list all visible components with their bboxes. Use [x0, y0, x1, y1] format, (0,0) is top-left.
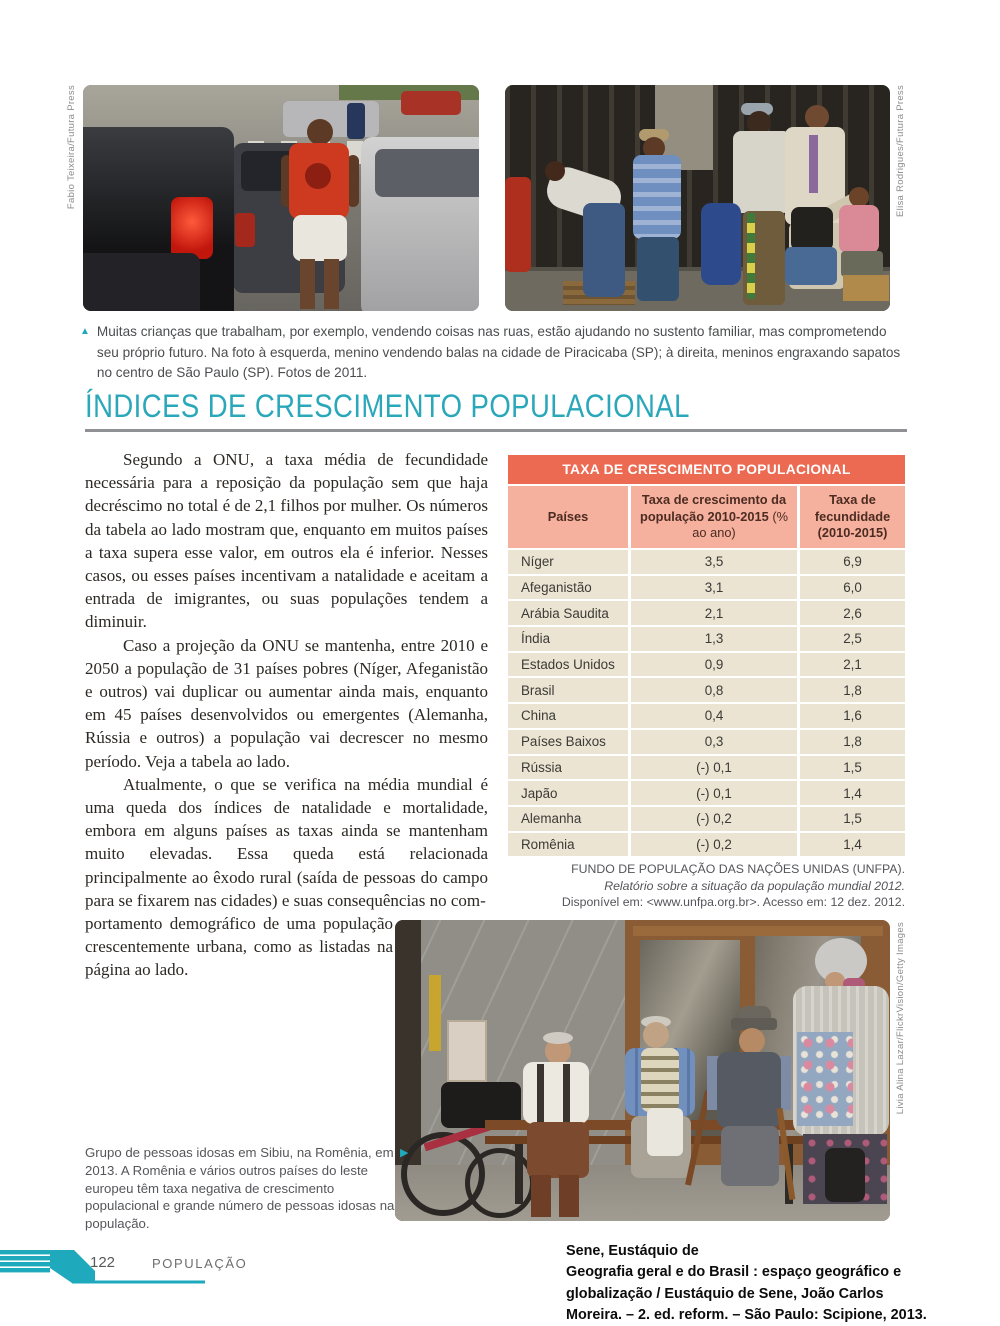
section-heading: ÍNDICES DE CRESCIMENTO POPULACIONAL	[85, 388, 690, 424]
car-window	[375, 149, 479, 197]
taillight	[171, 197, 213, 259]
source-line: Disponível em: <www.unfpa.org.br>. Acesso em: 12 dez. 2012.	[561, 895, 905, 910]
table-row: Japão (-) 0,1 1,4	[508, 781, 905, 805]
bibliography-reference	[566, 1241, 928, 1326]
background-red-car	[401, 91, 461, 115]
table-row: Alemanha (-) 0,2 1,5	[508, 807, 905, 831]
table-row: Níger 3,5 6,9	[508, 550, 905, 574]
bibliography-author: Sene, Eustáquio de	[566, 1243, 699, 1259]
header-fertility-rate: Taxa de fecundidade (2010-2015)	[800, 486, 905, 548]
table-row: Rússia (-) 0,1 1,5	[508, 756, 905, 780]
population-growth-table	[508, 455, 905, 858]
body-paragraph: Caso a projeção da ONU se mantenha, entre 2010 e 2050 a população de 31 países pobres (Níger, Afeganistão e outros) vai duplicar ou aumentar ainda mais, enquanto em 45 países desenvolvidos ou emergentes (Alemanha, Rússia e outros) a população vai decrescer no mesmo período. Veja a tabela ao lado.	[85, 635, 488, 771]
photo-caption-top	[80, 322, 908, 384]
table-row: China 0,4 1,6	[508, 704, 905, 728]
table-header	[508, 486, 905, 548]
taillight	[235, 213, 255, 247]
section-label: POPULAÇÃO	[152, 1256, 248, 1271]
car-body	[83, 253, 200, 311]
photo-street-child-vendor	[83, 85, 479, 311]
table-row: Romênia (-) 0,2 1,4	[508, 833, 905, 857]
optic-sign	[429, 975, 441, 1051]
table-row: Países Baixos 0,3 1,8	[508, 730, 905, 754]
photo-caption-bottom: Grupo de pessoas idosas em Sibiu, na Romênia, em 2013. A Romênia e vários outros países do leste europeu têm taxa negativa de crescimento populacional e grande número de pessoas idosas na população.	[85, 1145, 395, 1232]
source-line: Relatório sobre a situação da população mundial 2012.	[604, 878, 905, 893]
table-row: Arábia Saudita 2,1 2,6	[508, 601, 905, 625]
caption-text: Muitas crianças que trabalham, por exemplo, vendendo coisas nas ruas, estão ajudando no sustento familiar, mas comprometendo seu próprio futuro. Na foto à esquerda, menino vendendo balas na cidade de Piracicaba (SP); à direita, meninos engraxando sapatos no centro de São Paulo (SP). Fotos de 2011.	[96, 324, 901, 381]
header-growth-rate: Taxa de crescimento da população 2010-2015 (% ao ano)	[631, 486, 797, 548]
table-row: Afeganistão 3,1 6,0	[508, 576, 905, 600]
table-source	[465, 861, 905, 911]
header-countries: Países	[508, 486, 628, 548]
source-line: FUNDO DE POPULAÇÃO DAS NAÇÕES UNIDAS (UNFPA).	[571, 862, 905, 876]
photo-elderly-group	[395, 920, 890, 1221]
photo-credit: Livia Alina Lazar/FlickrVision/Getty Images	[895, 922, 906, 1115]
photo-shoe-shine-children	[505, 85, 890, 311]
blue-backpack	[701, 203, 741, 285]
body-paragraph: Atualmente, o que se verifica na média mundial é uma queda dos índices de natalidade e mortalidade, embora em alguns países as taxas ainda se mantenham muito elevadas. Essa queda está relacionada principalmente ao êxodo rural (saída de pessoas do campo para se fixarem nas cidades) e suas consequências no com-	[85, 774, 488, 910]
table-row: Estados Unidos 0,9 2,1	[508, 653, 905, 677]
page-number: 122	[90, 1254, 116, 1271]
heading-underline	[85, 429, 907, 432]
body-paragraph: Segundo a ONU, a taxa média de fecundidade necessária para a reposição da população sem que haja decréscimo no total é de 2,1 filhos por mulher. Os números da tabela ao lado mostram que, enquanto em muitos países a taxa supera esse valor, em outros ela é inferior. Nesses casos, ou esses países incentivam a natalidade e aceitam a entrada de imigrantes, ou suas populações tendem a diminuir.	[85, 450, 488, 632]
body-text-column	[85, 448, 488, 982]
body-paragraph-continuation: portamento demográfico de uma população crescentemente urbana, como as listadas na página ao lado.	[85, 914, 393, 980]
photo-credit: Fabio Teixeira/Futura Press	[66, 85, 77, 210]
table-title: TAXA DE CRESCIMENTO POPULACIONAL	[508, 455, 905, 484]
table-row: Índia 1,3 2,5	[508, 627, 905, 651]
motorbike	[347, 103, 365, 139]
poster	[447, 1020, 487, 1082]
table-row: Brasil 0,8 1,8	[508, 678, 905, 702]
triangle-up-icon: ▲	[80, 326, 90, 337]
photo-credit: Elisa Rodrigues/Futura Press	[895, 85, 906, 217]
triangle-right-icon: ▶	[400, 1147, 409, 1159]
bibliography-title: Geografia geral e do Brasil : espaço geográfico e globalização / Eustáquio de Sene, João Carlos Moreira. – 2. ed. reform. – São Paulo: Scipione, 2013.	[566, 1264, 927, 1324]
